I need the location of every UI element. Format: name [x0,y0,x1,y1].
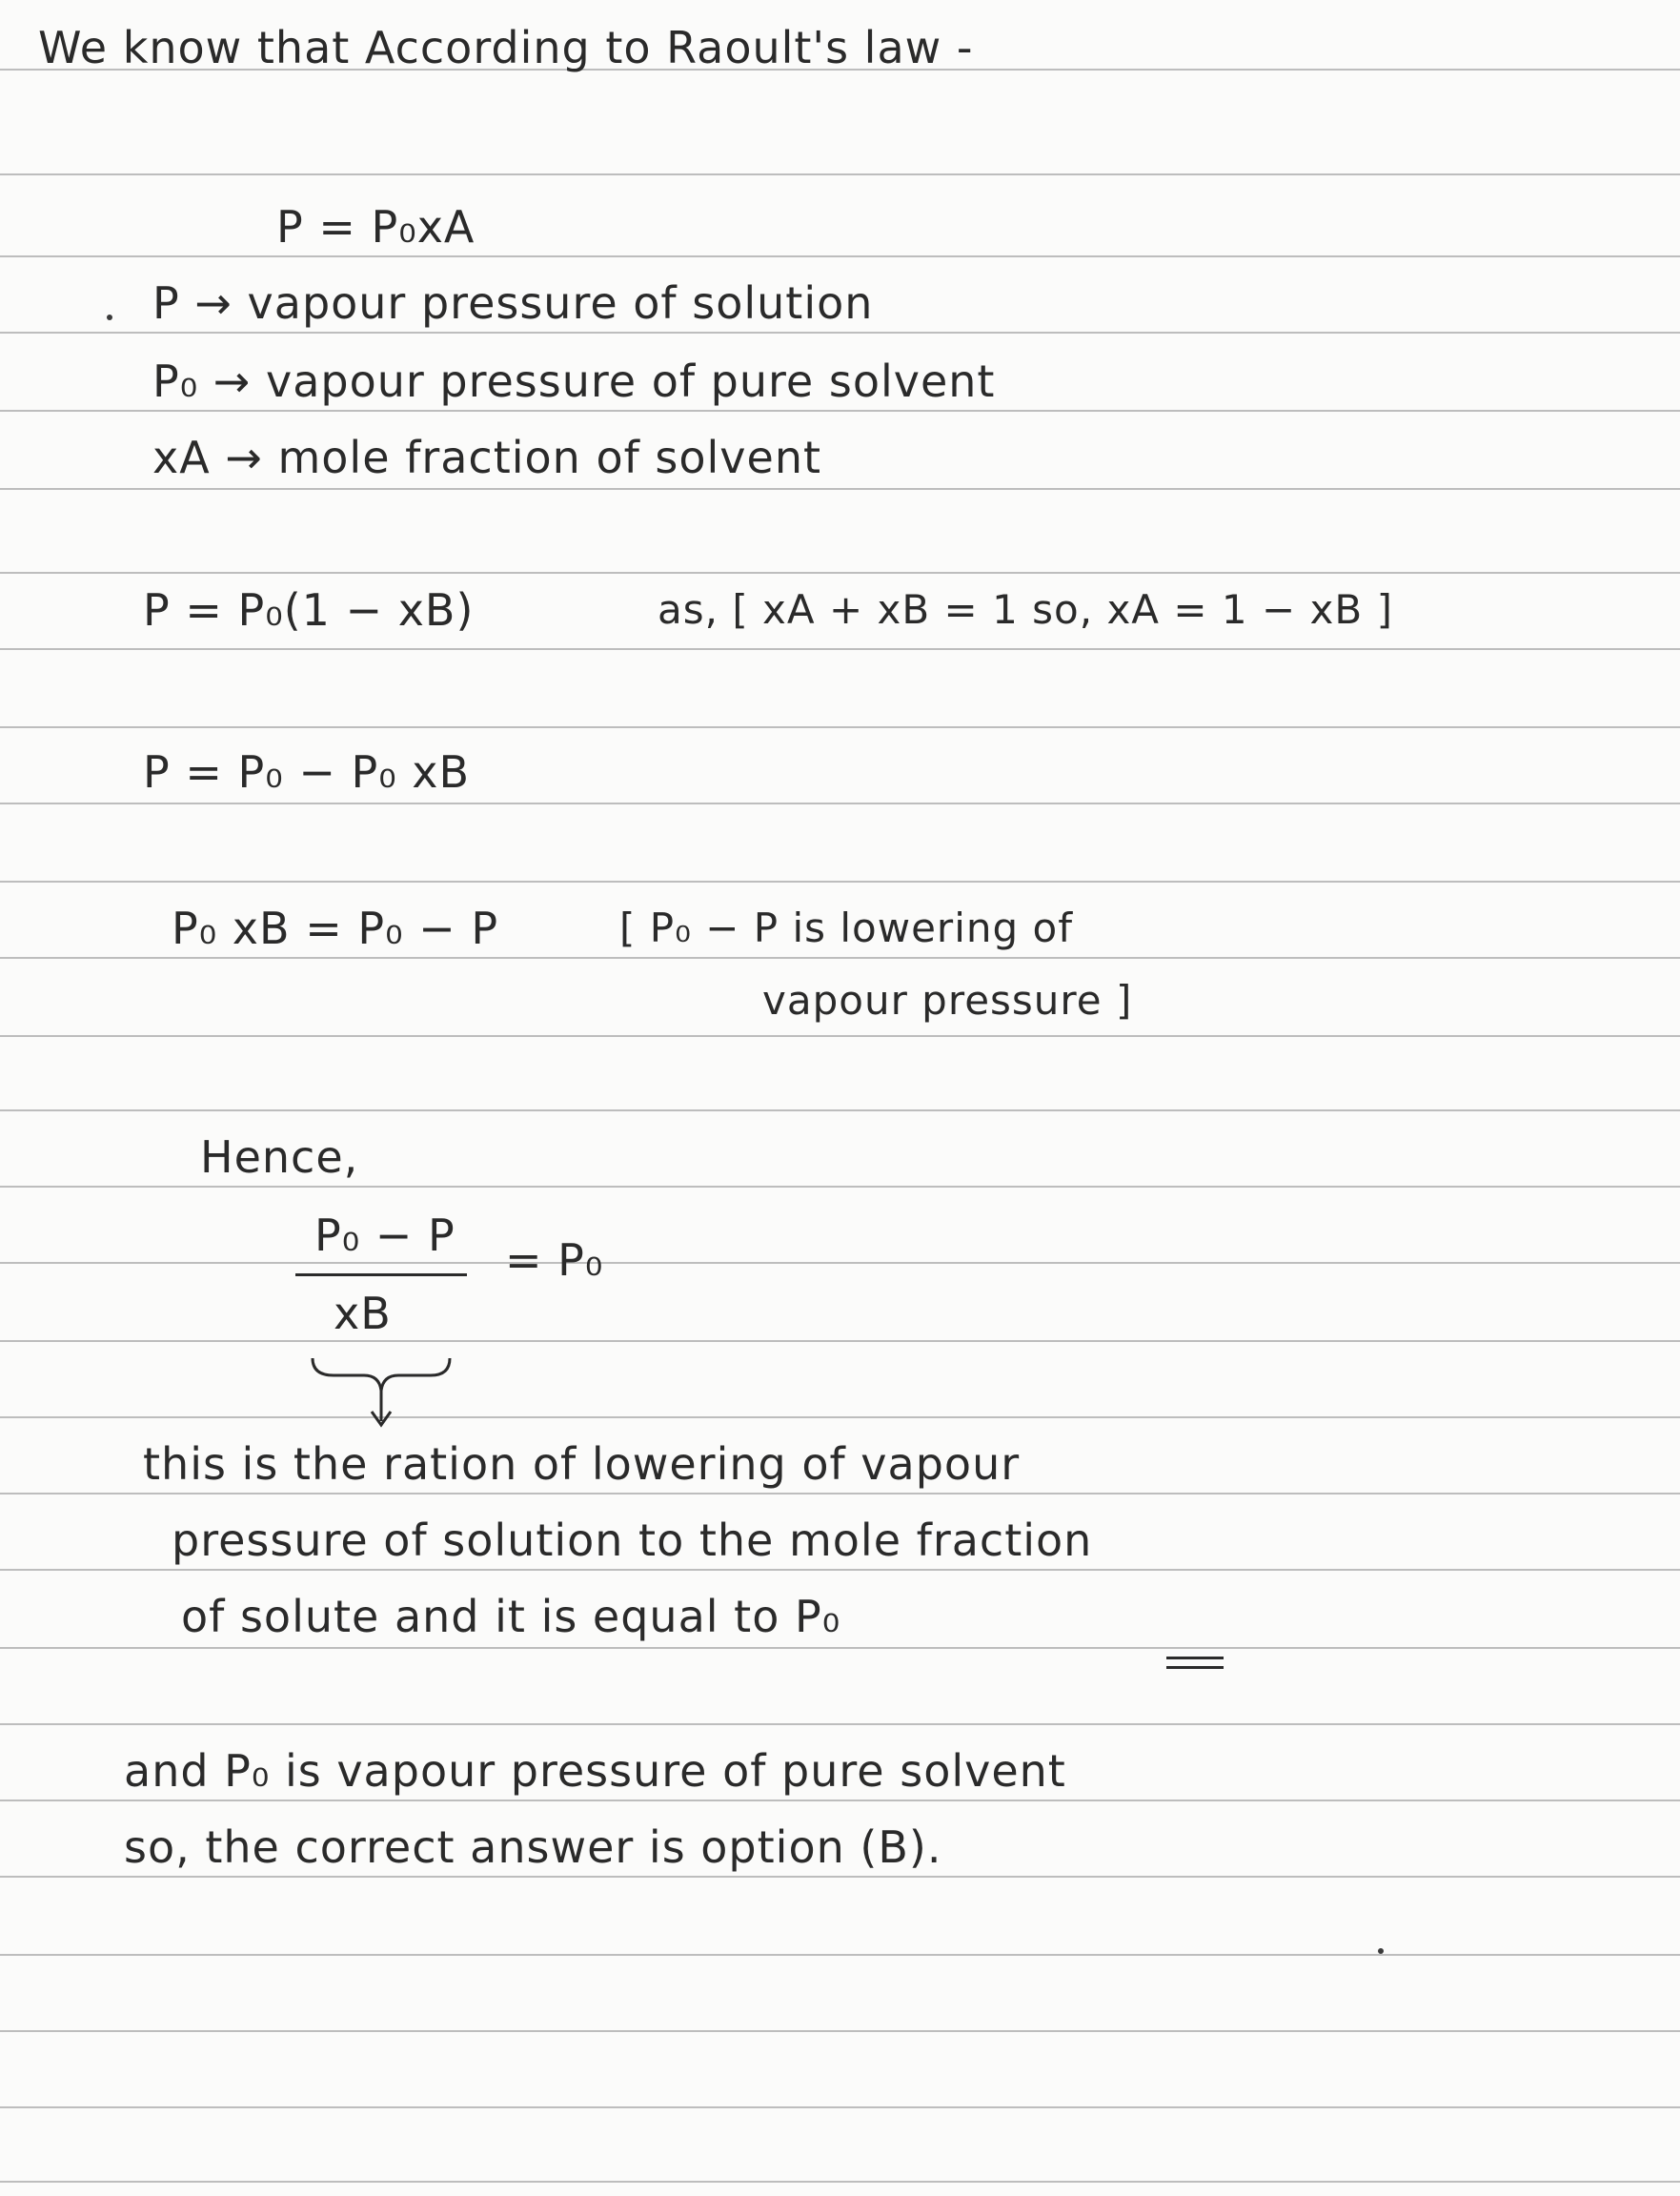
explanation-line1: this is the ration of lowering of vapour [143,1438,1021,1490]
equation-p-expanded: P = P₀ − P₀ xB [143,746,471,798]
definition-p0: P₀ → vapour pressure of pure solvent [152,356,996,407]
emphasis-underline [1166,1657,1224,1659]
ruled-line [0,803,1680,804]
bullet-dot [107,315,112,320]
intro-text: We know that According to Raoult's law - [38,22,974,73]
ruled-line [0,1109,1680,1111]
ruled-line [0,2181,1680,2183]
explanation-line3: of solute and it is equal to P₀ [181,1591,841,1642]
definition-xa: xA → mole fraction of solvent [152,432,822,483]
ruled-line [0,1262,1680,1264]
ruled-line [0,1493,1680,1494]
emphasis-underline [1166,1666,1224,1669]
ruled-line [0,1800,1680,1801]
ruled-line [0,332,1680,334]
fraction-numerator: P₀ − P [314,1210,455,1261]
ruled-line [0,1340,1680,1342]
ruled-line [0,410,1680,412]
ruled-line [0,726,1680,728]
ruled-line [0,2030,1680,2032]
fraction-rhs: = P₀ [505,1234,604,1286]
ruled-line [0,1647,1680,1649]
ruled-line [0,648,1680,650]
ruled-line [0,1569,1680,1571]
mole-fraction-note: as, [ xA + xB = 1 so, xA = 1 − xB ] [658,586,1393,633]
ruled-line [0,1954,1680,1956]
ruled-line [0,1416,1680,1418]
lowering-note-line2: vapour pressure ] [762,977,1133,1024]
fraction-bar [295,1273,467,1276]
fraction-denominator: xB [334,1288,392,1339]
equation-p-substituted: P = P₀(1 − xB) [143,584,475,636]
ruled-line [0,1723,1680,1725]
lowering-note-line1: [ P₀ − P is lowering of [619,905,1073,951]
ruled-line [0,1876,1680,1878]
ruled-line [0,881,1680,883]
conclusion-line1: and P₀ is vapour pressure of pure solvent [124,1745,1066,1797]
conclusion-line2: so, the correct answer is option (B). [124,1821,942,1873]
stray-dot [1378,1948,1384,1954]
ruled-line [0,173,1680,175]
ruled-line [0,255,1680,257]
explanation-line2: pressure of solution to the mole fraction [172,1515,1093,1566]
ruled-line [0,1035,1680,1037]
ruled-line [0,572,1680,574]
brace-icon [305,1349,457,1434]
ruled-line [0,1186,1680,1188]
raoult-equation: P = P₀xA [276,201,476,253]
definition-p: P → vapour pressure of solution [152,277,874,329]
hence-label: Hence, [200,1131,359,1183]
ruled-line [0,488,1680,490]
ruled-line [0,957,1680,959]
equation-lowering: P₀ xB = P₀ − P [172,903,499,954]
ruled-line [0,2106,1680,2108]
